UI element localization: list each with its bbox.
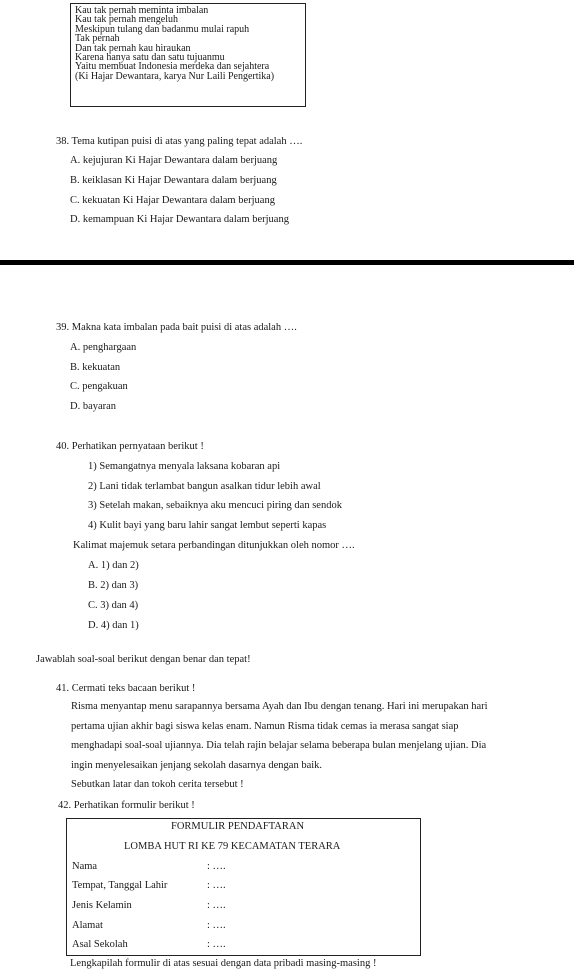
question-42: 42. Perhatikan formulir berikut !: [58, 800, 195, 811]
q38-option-b[interactable]: B. keiklasan Ki Hajar Dewantara dalam berjuang: [70, 175, 277, 186]
q40-option-c[interactable]: C. 3) dan 4): [88, 600, 139, 611]
form-field-value[interactable]: : ….: [207, 880, 226, 891]
q41-passage: [71, 697, 571, 775]
q40-statement-1: 1) Semangatnya menyala laksana kobaran api: [88, 461, 281, 472]
q40-option-b[interactable]: B. 2) dan 3): [88, 580, 139, 591]
form-field-value[interactable]: : ….: [207, 900, 226, 911]
q40-option-a[interactable]: A. 1) dan 2): [88, 560, 139, 571]
essay-instruction: Jawablah soal-soal berikut dengan benar dan tepat!: [36, 654, 251, 665]
q38-option-a[interactable]: A. kejujuran Ki Hajar Dewantara dalam berjuang: [70, 155, 278, 166]
form-field-label: Alamat: [72, 920, 103, 931]
q39-option-d[interactable]: D. bayaran: [70, 401, 117, 412]
poem-source: (Ki Hajar Dewantara, karya Nur Laili Pengertika): [75, 70, 275, 82]
form-field-value[interactable]: : ….: [207, 939, 226, 950]
q42-instruction: Lengkapilah formulir di atas sesuai dengan data pribadi masing-masing !: [70, 958, 377, 969]
poem-line: Tak pernah: [75, 33, 120, 45]
form-title: FORMULIR PENDAFTARAN: [171, 821, 305, 832]
q40-statement-3: 3) Setelah makan, sebaiknya aku mencuci piring dan sendok: [88, 500, 342, 511]
passage-line: menghadapi soal-soal ujiannya. Dia telah rajin belajar selama beberapa bulan menjelang ujian. Dia: [71, 740, 487, 751]
q41-prompt: Sebutkan latar dan tokoh cerita tersebut !: [71, 779, 244, 790]
q40-option-d[interactable]: D. 4) dan 1): [88, 620, 139, 631]
form-field-label: Tempat, Tanggal Lahir: [72, 880, 168, 891]
poem-line: Kau tak pernah mengeluh: [75, 14, 179, 26]
poem-line: Meskipun tulang dan badanmu mulai rapuh: [75, 23, 250, 35]
passage-line: Risma menyantap menu sarapannya bersama Ayah dan Ibu dengan tenang. Hari ini merupakan hari: [71, 701, 488, 712]
poem-line: Kau tak pernah meminta imbalan: [75, 5, 209, 16]
form-field-value[interactable]: : ….: [207, 920, 226, 931]
question-39: 39. Makna kata imbalan pada bait puisi di atas adalah ….: [56, 322, 297, 333]
q39-option-a[interactable]: A. penghargaan: [70, 342, 137, 353]
q39-option-b[interactable]: B. kekuatan: [70, 362, 121, 373]
page-divider: [0, 260, 574, 265]
passage-line: pertama ujian akhir bagi siswa kelas enam. Namun Risma tidak cemas ia merasa sangat siap: [71, 720, 459, 732]
passage-line: ingin menyelesaikan jenjang sekolah dasarnya dengan baik.: [71, 759, 323, 771]
q40-statement-2: 2) Lani tidak terlambat bangun asalkan tidur lebih awal: [88, 481, 321, 492]
form-field-label: Nama: [72, 861, 98, 872]
form-subtitle: LOMBA HUT RI KE 79 KECAMATAN TERARA: [124, 841, 341, 852]
poem-line: Dan tak pernah kau hiraukan: [75, 42, 191, 54]
q38-option-c[interactable]: C. kekuatan Ki Hajar Dewantara dalam berjuang: [70, 195, 275, 206]
form-field-label: Asal Sekolah: [72, 939, 128, 950]
question-38: 38. Tema kutipan puisi di atas yang paling tepat adalah ….: [56, 136, 303, 147]
q39-option-c[interactable]: C. pengakuan: [70, 381, 128, 392]
q40-statement-4: 4) Kulit bayi yang baru lahir sangat lembut seperti kapas: [88, 520, 327, 531]
form-field-label: Jenis Kelamin: [72, 900, 132, 911]
question-40: 40. Perhatikan pernyataan berikut !: [56, 441, 204, 452]
registration-form: [66, 818, 421, 956]
form-field-value[interactable]: : ….: [207, 861, 226, 872]
poem-line: Yaitu membuat Indonesia merdeka dan sejahtera: [75, 61, 270, 73]
q38-option-d[interactable]: D. kemampuan Ki Hajar Dewantara dalam berjuang: [70, 214, 289, 225]
question-41: 41. Cermati teks bacaan berikut !: [56, 683, 196, 694]
q40-prompt: Kalimat majemuk setara perbandingan ditunjukkan oleh nomor ….: [73, 540, 355, 551]
poem-box: [70, 3, 306, 107]
poem-line: Karena hanya satu dan satu tujuanmu: [75, 52, 225, 64]
